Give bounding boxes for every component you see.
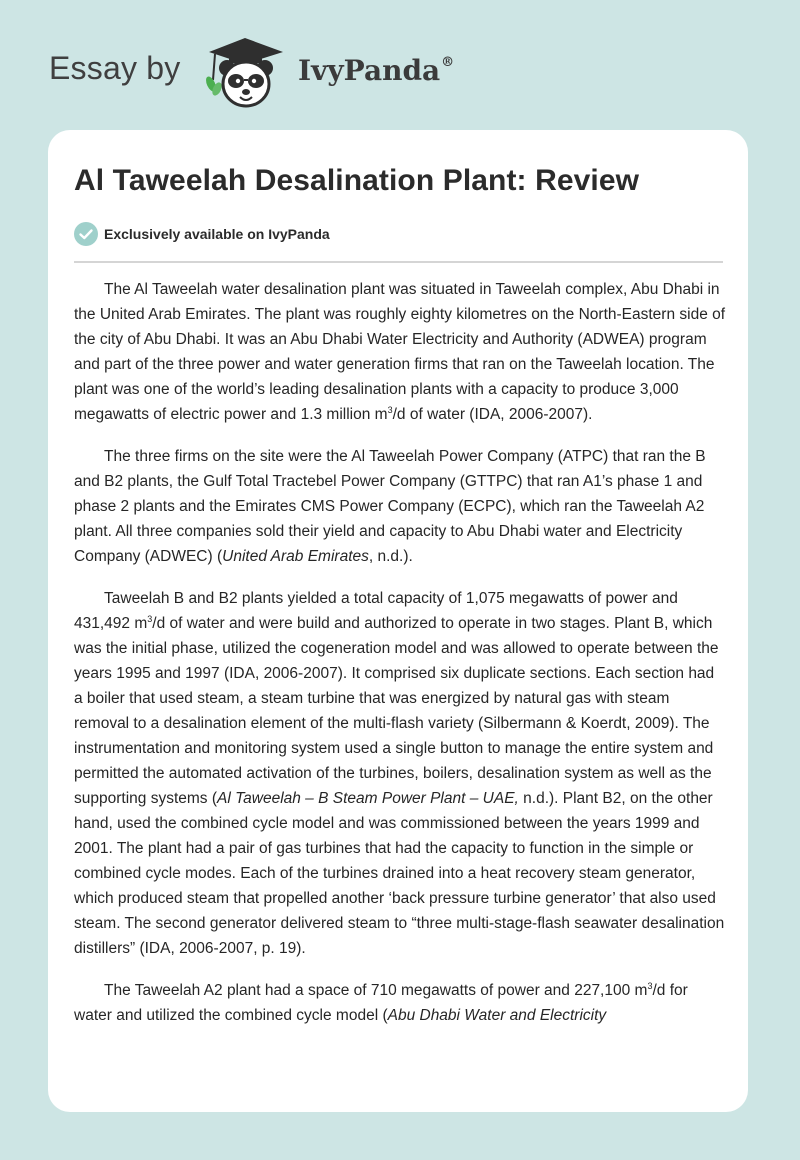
paragraph-3: Taweelah B and B2 plants yielded a total capacity of 1,075 megawatts of power and 431,492 $m^3/d$ of water and were build and authorized to operate in two stages. Plant B, which was the initial phase, utilized the cogeneration model and was allowed to operate between the years 1995 and 1997 (IDA, 2006-2007). It comprised six duplicate sections. Each section had a boiler that used steam, a steam turbine that was energized by natural gas with steam removal to a desalination element of the multi-flash variety (Silbermann & Koerdt, 2009). The instrumentation and monitoring system used a single button to manage the entire system and permitted the automated activation of the turbines, boilers, desalination system as well as the supporting systems (Al Taweelah – B Steam Power Plant – UAE, n.d.). Plant B2, on the other hand, used the combined cycle model and was commissioned between the years 1999 and 2001. The plant had a pair of gas turbines that had the capacity to function in the simple or combined cycle modes. Each of the turbines drained into a heat recovery steam generator, which produced steam that propelled another ‘back pressure turbine generator’ that also used steam. The second generator delivered steam to “three multi-stage-flash seawater desalination distillers” (IDA, 2006-2007, p. 19).	[74, 590, 725, 957]
exclusive-badge	[74, 222, 330, 246]
paragraph-2: The three firms on the site were the Al Taweelah Power Company (ATPC) that ran the B and B2 plants, the Gulf Total Tractebel Power Company (GTTPC) that ran A1’s phase 1 and phase 2 plants and the Emirates CMS Power Company (ECPC), which ran the Taweelah A2 plant. All three companies sold their yield and capacity to Abu Dhabi water and Electricity Company (ADWEC) (United Arab Emirates, n.d.).	[74, 448, 706, 565]
essay-by-label: Essay by	[49, 50, 181, 86]
article-card	[48, 130, 748, 1112]
panda-graduation-cap-icon[interactable]	[201, 34, 291, 110]
exclusive-badge-text: Exclusively available on IvyPanda	[104, 226, 330, 242]
page-title: Al Taweelah Desalination Plant: Review	[74, 164, 640, 197]
paragraph-4: The Taweelah A2 plant had a space of 710 megawatts of power and 227,100 $m^3/d$ for water and utilized the combined cycle model (Abu Dhabi Water and Electricity	[74, 980, 688, 1024]
paragraph-1: The Al Taweelah water desalination plant was situated in Taweelah complex, Abu Dhabi in the United Arab Emirates. The plant was roughly eighty kilometres on the North-Eastern side of the city of Abu Dhabi. It was an Abu Dhabi Water Electricity and Authority (ADWEA) program and part of the three power and water generation firms that ran on the Taweelah location. The plant was one of the world’s leading desalination plants with a capacity to produce 3,000 megawatts of electric power and 1.3 million $m^3/d$ of water (IDA, 2006-2007).	[74, 281, 726, 423]
divider	[74, 261, 723, 263]
article-body	[74, 277, 726, 1045]
check-circle-icon	[74, 222, 98, 246]
site-header	[0, 0, 800, 130]
ivypanda-logo-text[interactable]: IvyPanda®	[298, 54, 455, 87]
